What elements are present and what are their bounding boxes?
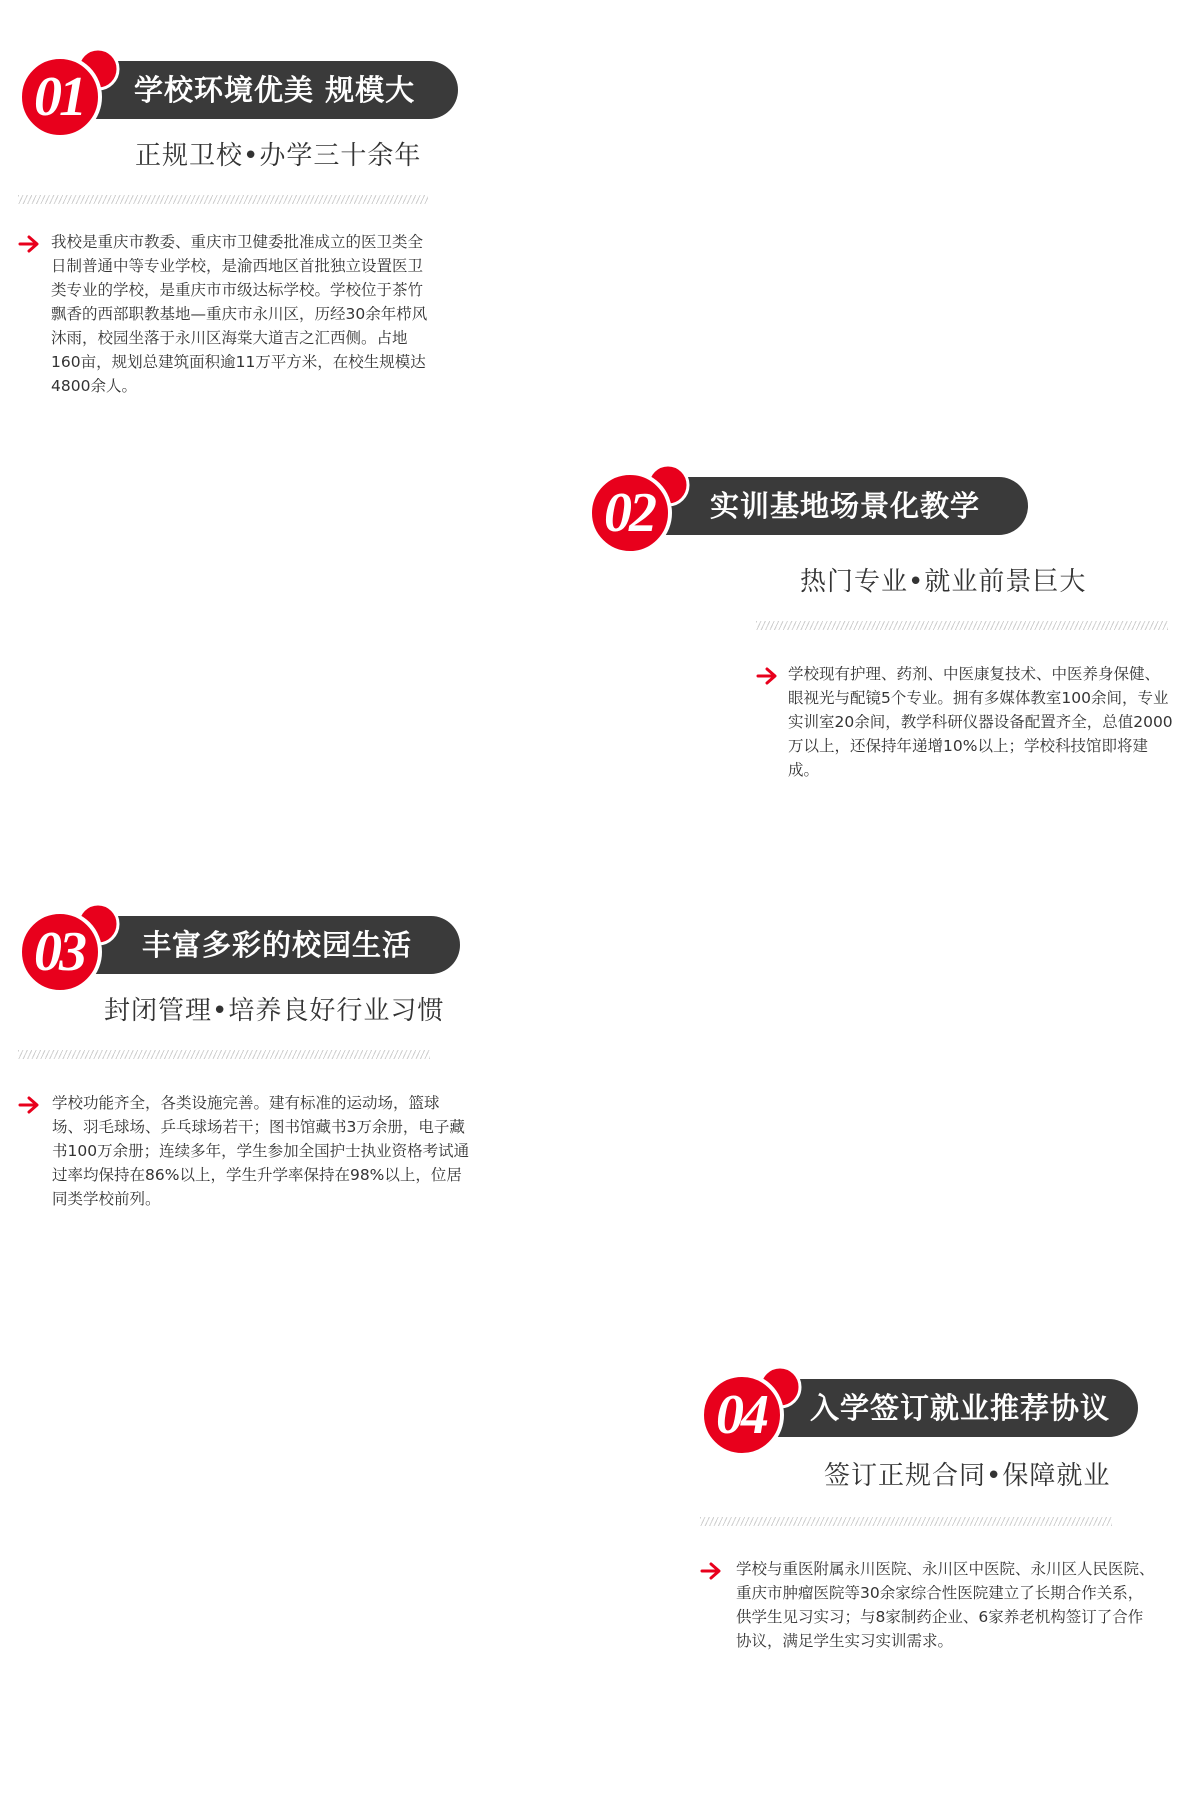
section-body: 学校与重医附属永川医院、永川区中医院、永川区人民医院、重庆市肿瘤医院等30余家综合性医院建立了长期合作关系，供学生见习实习；与8家制药企业、6家养老机构签订了合作协议，满足学生实习实训需求。: [736, 1560, 1155, 1650]
section-title: 丰富多彩的校园生活: [142, 928, 413, 962]
hatch-divider: [756, 621, 1168, 630]
section-body: 我校是重庆市教委、重庆市卫健委批准成立的医卫类全日制普通中等专业学校，是渝西地区首批独立设置医卫类专业的学校，是重庆市市级达标学校。学校位于茶竹飘香的西部职教基地—重庆市永川区，历经30余年栉风沐雨，校园坐落于永川区海棠大道吉之汇西侧。占地160亩，规划总建筑面积逾11万平方米，在校生规模达4800余人。: [51, 233, 428, 395]
section-header: [18, 47, 458, 143]
section-subtitle: 热门专业•就业前景巨大: [800, 567, 1087, 597]
red-circle-badge-icon: [588, 463, 698, 559]
section-number: 04: [716, 1384, 766, 1446]
section-title: 学校环境优美 规模大: [134, 73, 416, 107]
title-bar: [70, 916, 460, 974]
section-number: 01: [34, 66, 84, 128]
section-header: [588, 463, 1028, 559]
hatch-divider: [18, 1050, 430, 1059]
red-circle-badge-icon: [18, 47, 128, 143]
section-03: [18, 902, 478, 1222]
red-circle-badge-icon: [18, 902, 128, 998]
hatch-divider: [18, 195, 428, 204]
section-number: 02: [604, 482, 654, 544]
section-body: 学校功能齐全，各类设施完善。建有标准的运动场，篮球场、羽毛球场、乒乓球场若干；图书馆藏书3万余册，电子藏书100万余册；连续多年，学生参加全国护士执业资格考试通过率均保持在86%以上，学生升学率保持在98%以上，位居同类学校前列。: [52, 1094, 470, 1208]
section-header: [18, 902, 460, 998]
red-arrow-icon: [700, 1562, 724, 1580]
section-number: 03: [34, 921, 84, 983]
section-body: 学校现有护理、药剂、中医康复技术、中医养身保健、眼视光与配镜5个专业。拥有多媒体教室100余间，专业实训室20余间，教学科研仪器设备配置齐全，总值2000万以上，还保持年递增10%以上；学校科技馆即将建成。: [788, 665, 1173, 779]
section-subtitle: 封闭管理•培养良好行业习惯: [104, 996, 445, 1026]
section-subtitle: 签订正规合同•保障就业: [824, 1461, 1111, 1491]
red-arrow-icon: [756, 667, 780, 685]
section-04: [700, 1365, 1170, 1685]
red-arrow-icon: [18, 235, 42, 253]
red-arrow-icon: [18, 1096, 42, 1114]
hatch-divider: [700, 1517, 1112, 1526]
section-title: 入学签订就业推荐协议: [810, 1391, 1111, 1425]
section-02: [588, 463, 1173, 803]
section-subtitle: 正规卫校•办学三十余年: [135, 141, 422, 171]
section-title: 实训基地场景化教学: [710, 489, 981, 523]
section-01: [18, 47, 458, 407]
section-header: [700, 1365, 1138, 1461]
red-circle-badge-icon: [700, 1365, 810, 1461]
